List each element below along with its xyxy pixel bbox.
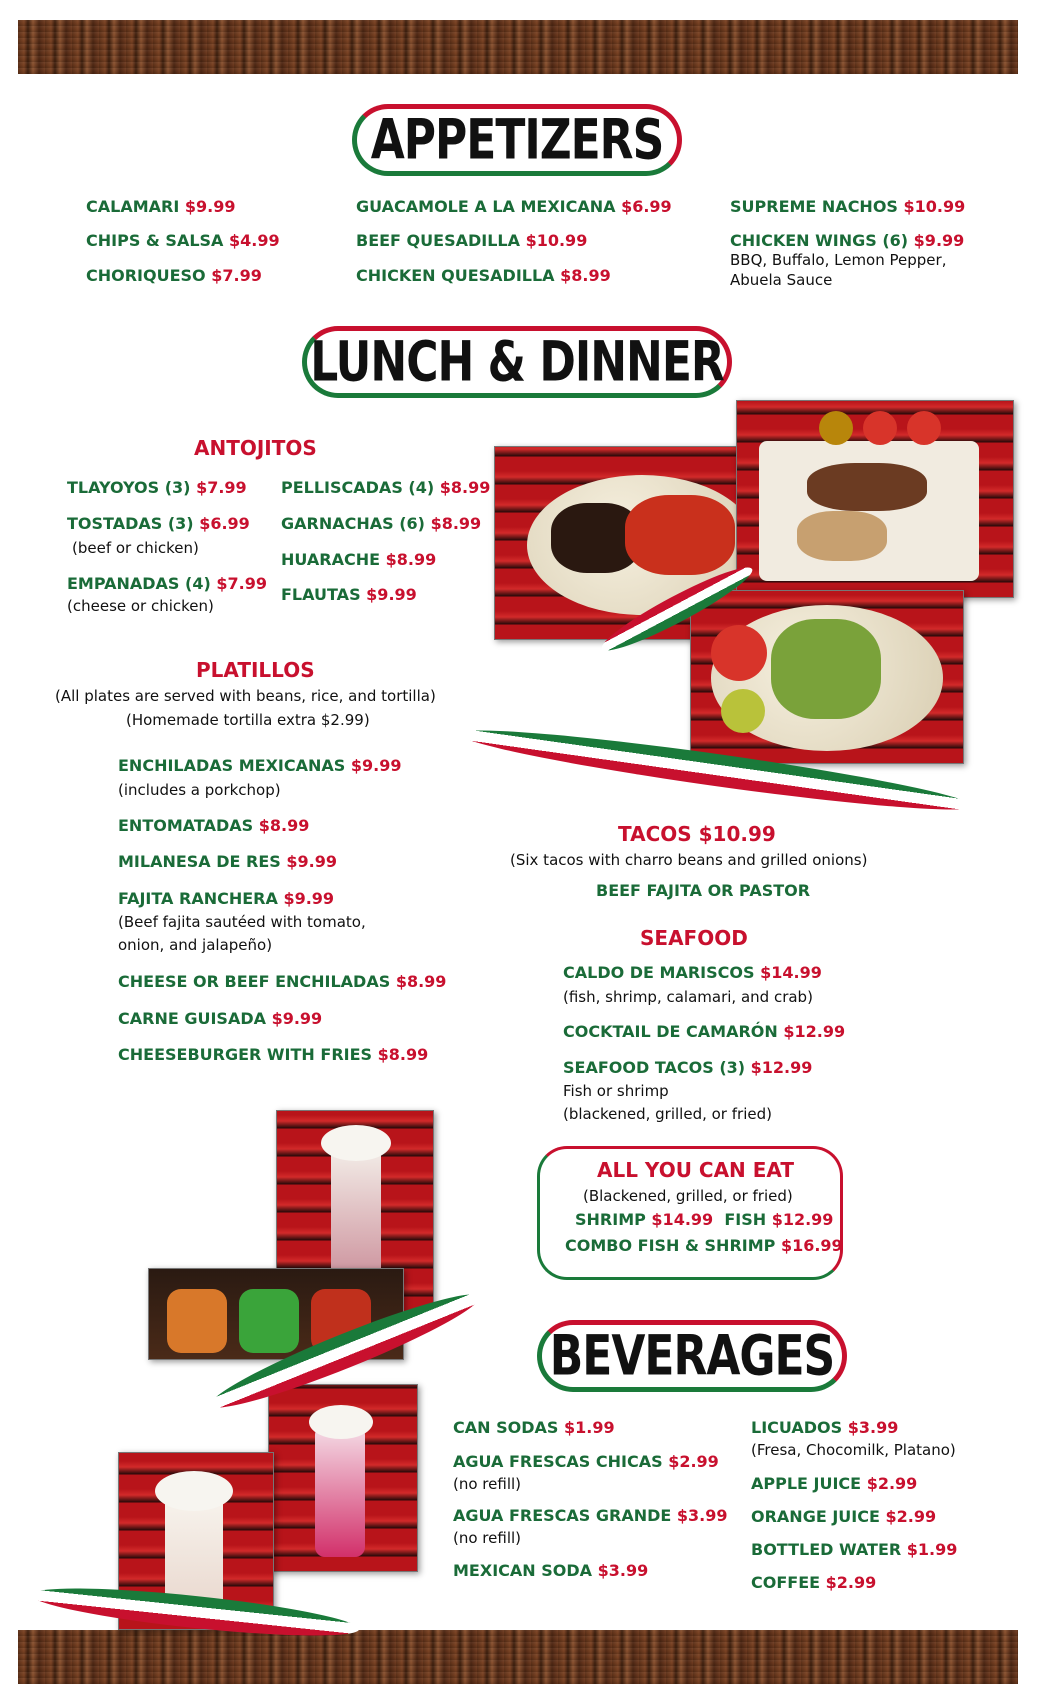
menu-item: MILANESA DE RES $9.99 (118, 852, 337, 871)
menu-item: CALAMARI $9.99 (86, 197, 236, 216)
menu-item: CHICKEN QUESADILLA $8.99 (356, 266, 611, 285)
menu-item: FLAUTAS $9.99 (281, 585, 417, 604)
item-note: (cheese or chicken) (67, 597, 214, 615)
menu-item: LICUADOS $3.99 (751, 1418, 899, 1437)
drink-photo-strawberry (268, 1384, 418, 1572)
item-note: (fish, shrimp, calamari, and crab) (563, 988, 813, 1006)
item-note: Fish or shrimp (563, 1082, 669, 1100)
menu-item: GARNACHAS (6) $8.99 (281, 514, 482, 533)
item-note: (Fresa, Chocomilk, Platano) (751, 1441, 956, 1459)
menu-item: MEXICAN SODA $3.99 (453, 1561, 649, 1580)
food-photo-steak (736, 400, 1014, 598)
menu-item: APPLE JUICE $2.99 (751, 1474, 918, 1493)
beverages-heading-text: BEVERAGES (549, 1324, 835, 1388)
menu-item: CHIPS & SALSA $4.99 (86, 231, 280, 250)
menu-item: CALDO DE MARISCOS $14.99 (563, 963, 822, 982)
seafood-title: SEAFOOD (640, 926, 748, 950)
menu-item: COCKTAIL DE CAMARÓN $12.99 (563, 1022, 846, 1041)
menu-item: CHORIQUESO $7.99 (86, 266, 262, 285)
menu-item: FAJITA RANCHERA $9.99 (118, 889, 335, 908)
appetizers-heading (352, 104, 682, 176)
menu-item: CHEESE OR BEEF ENCHILADAS $8.99 (118, 972, 447, 991)
platillos-note: (All plates are served with beans, rice, and tortilla) (55, 687, 436, 705)
lunch-dinner-heading-text: LUNCH & DINNER (310, 330, 724, 394)
item-note: (no refill) (453, 1529, 522, 1547)
menu-item: CHICKEN WINGS (6) $9.99 (730, 231, 965, 250)
menu-item: BOTTLED WATER $1.99 (751, 1540, 958, 1559)
menu-item: BEEF QUESADILLA $10.99 (356, 231, 588, 250)
menu-item: AGUA FRESCAS GRANDE $3.99 (453, 1506, 728, 1525)
lunch-dinner-heading (302, 326, 732, 398)
menu-item: SUPREME NACHOS $10.99 (730, 197, 966, 216)
all-you-can-eat-combo: COMBO FISH & SHRIMP $16.99 (565, 1236, 843, 1255)
tacos-note: (Six tacos with charro beans and grilled onions) (510, 851, 868, 869)
beverages-heading (537, 1320, 847, 1392)
platillos-note: (Homemade tortilla extra $2.99) (126, 711, 370, 729)
menu-item: PELLISCADAS (4) $8.99 (281, 478, 491, 497)
all-you-can-eat-title: ALL YOU CAN EAT (597, 1158, 794, 1182)
tacos-option: BEEF FAJITA OR PASTOR (596, 881, 811, 900)
menu-item: EMPANADAS (4) $7.99 (67, 574, 267, 593)
item-note: (blackened, grilled, or fried) (563, 1105, 772, 1123)
menu-item: SEAFOOD TACOS (3) $12.99 (563, 1058, 813, 1077)
tacos-title: TACOS $10.99 (618, 822, 776, 846)
item-note: (beef or chicken) (72, 539, 199, 557)
food-photo-tostadas (690, 590, 964, 764)
menu-item: CAN SODAS $1.99 (453, 1418, 615, 1437)
menu-item: TLAYOYOS (3) $7.99 (67, 478, 247, 497)
top-wood-border (18, 20, 1018, 74)
item-note: (Beef fajita sautéed with tomato, (118, 913, 366, 931)
menu-item: ORANGE JUICE $2.99 (751, 1507, 937, 1526)
menu-item: ENCHILADAS MEXICANAS $9.99 (118, 756, 402, 775)
all-you-can-eat-prices: SHRIMP $14.99 FISH $12.99 (575, 1210, 834, 1229)
menu-item: TOSTADAS (3) $6.99 (67, 514, 250, 533)
item-note: BBQ, Buffalo, Lemon Pepper, (730, 251, 947, 269)
menu-item: ENTOMATADAS $8.99 (118, 816, 310, 835)
bottom-wood-border (18, 1630, 1018, 1684)
item-note: Abuela Sauce (730, 271, 833, 289)
platillos-title: PLATILLOS (196, 658, 315, 682)
menu-item: COFFEE $2.99 (751, 1573, 877, 1592)
menu-item: HUARACHE $8.99 (281, 550, 437, 569)
item-note: (includes a porkchop) (118, 781, 281, 799)
antojitos-title: ANTOJITOS (194, 436, 317, 460)
appetizers-heading-text: APPETIZERS (370, 108, 664, 172)
menu-item: GUACAMOLE A LA MEXICANA $6.99 (356, 197, 672, 216)
menu-item: CHEESEBURGER WITH FRIES $8.99 (118, 1045, 429, 1064)
item-note: onion, and jalapeño) (118, 936, 273, 954)
all-you-can-eat-note: (Blackened, grilled, or fried) (583, 1187, 793, 1205)
menu-item: CARNE GUISADA $9.99 (118, 1009, 323, 1028)
item-note: (no refill) (453, 1475, 522, 1493)
menu-item: AGUA FRESCAS CHICAS $2.99 (453, 1452, 719, 1471)
